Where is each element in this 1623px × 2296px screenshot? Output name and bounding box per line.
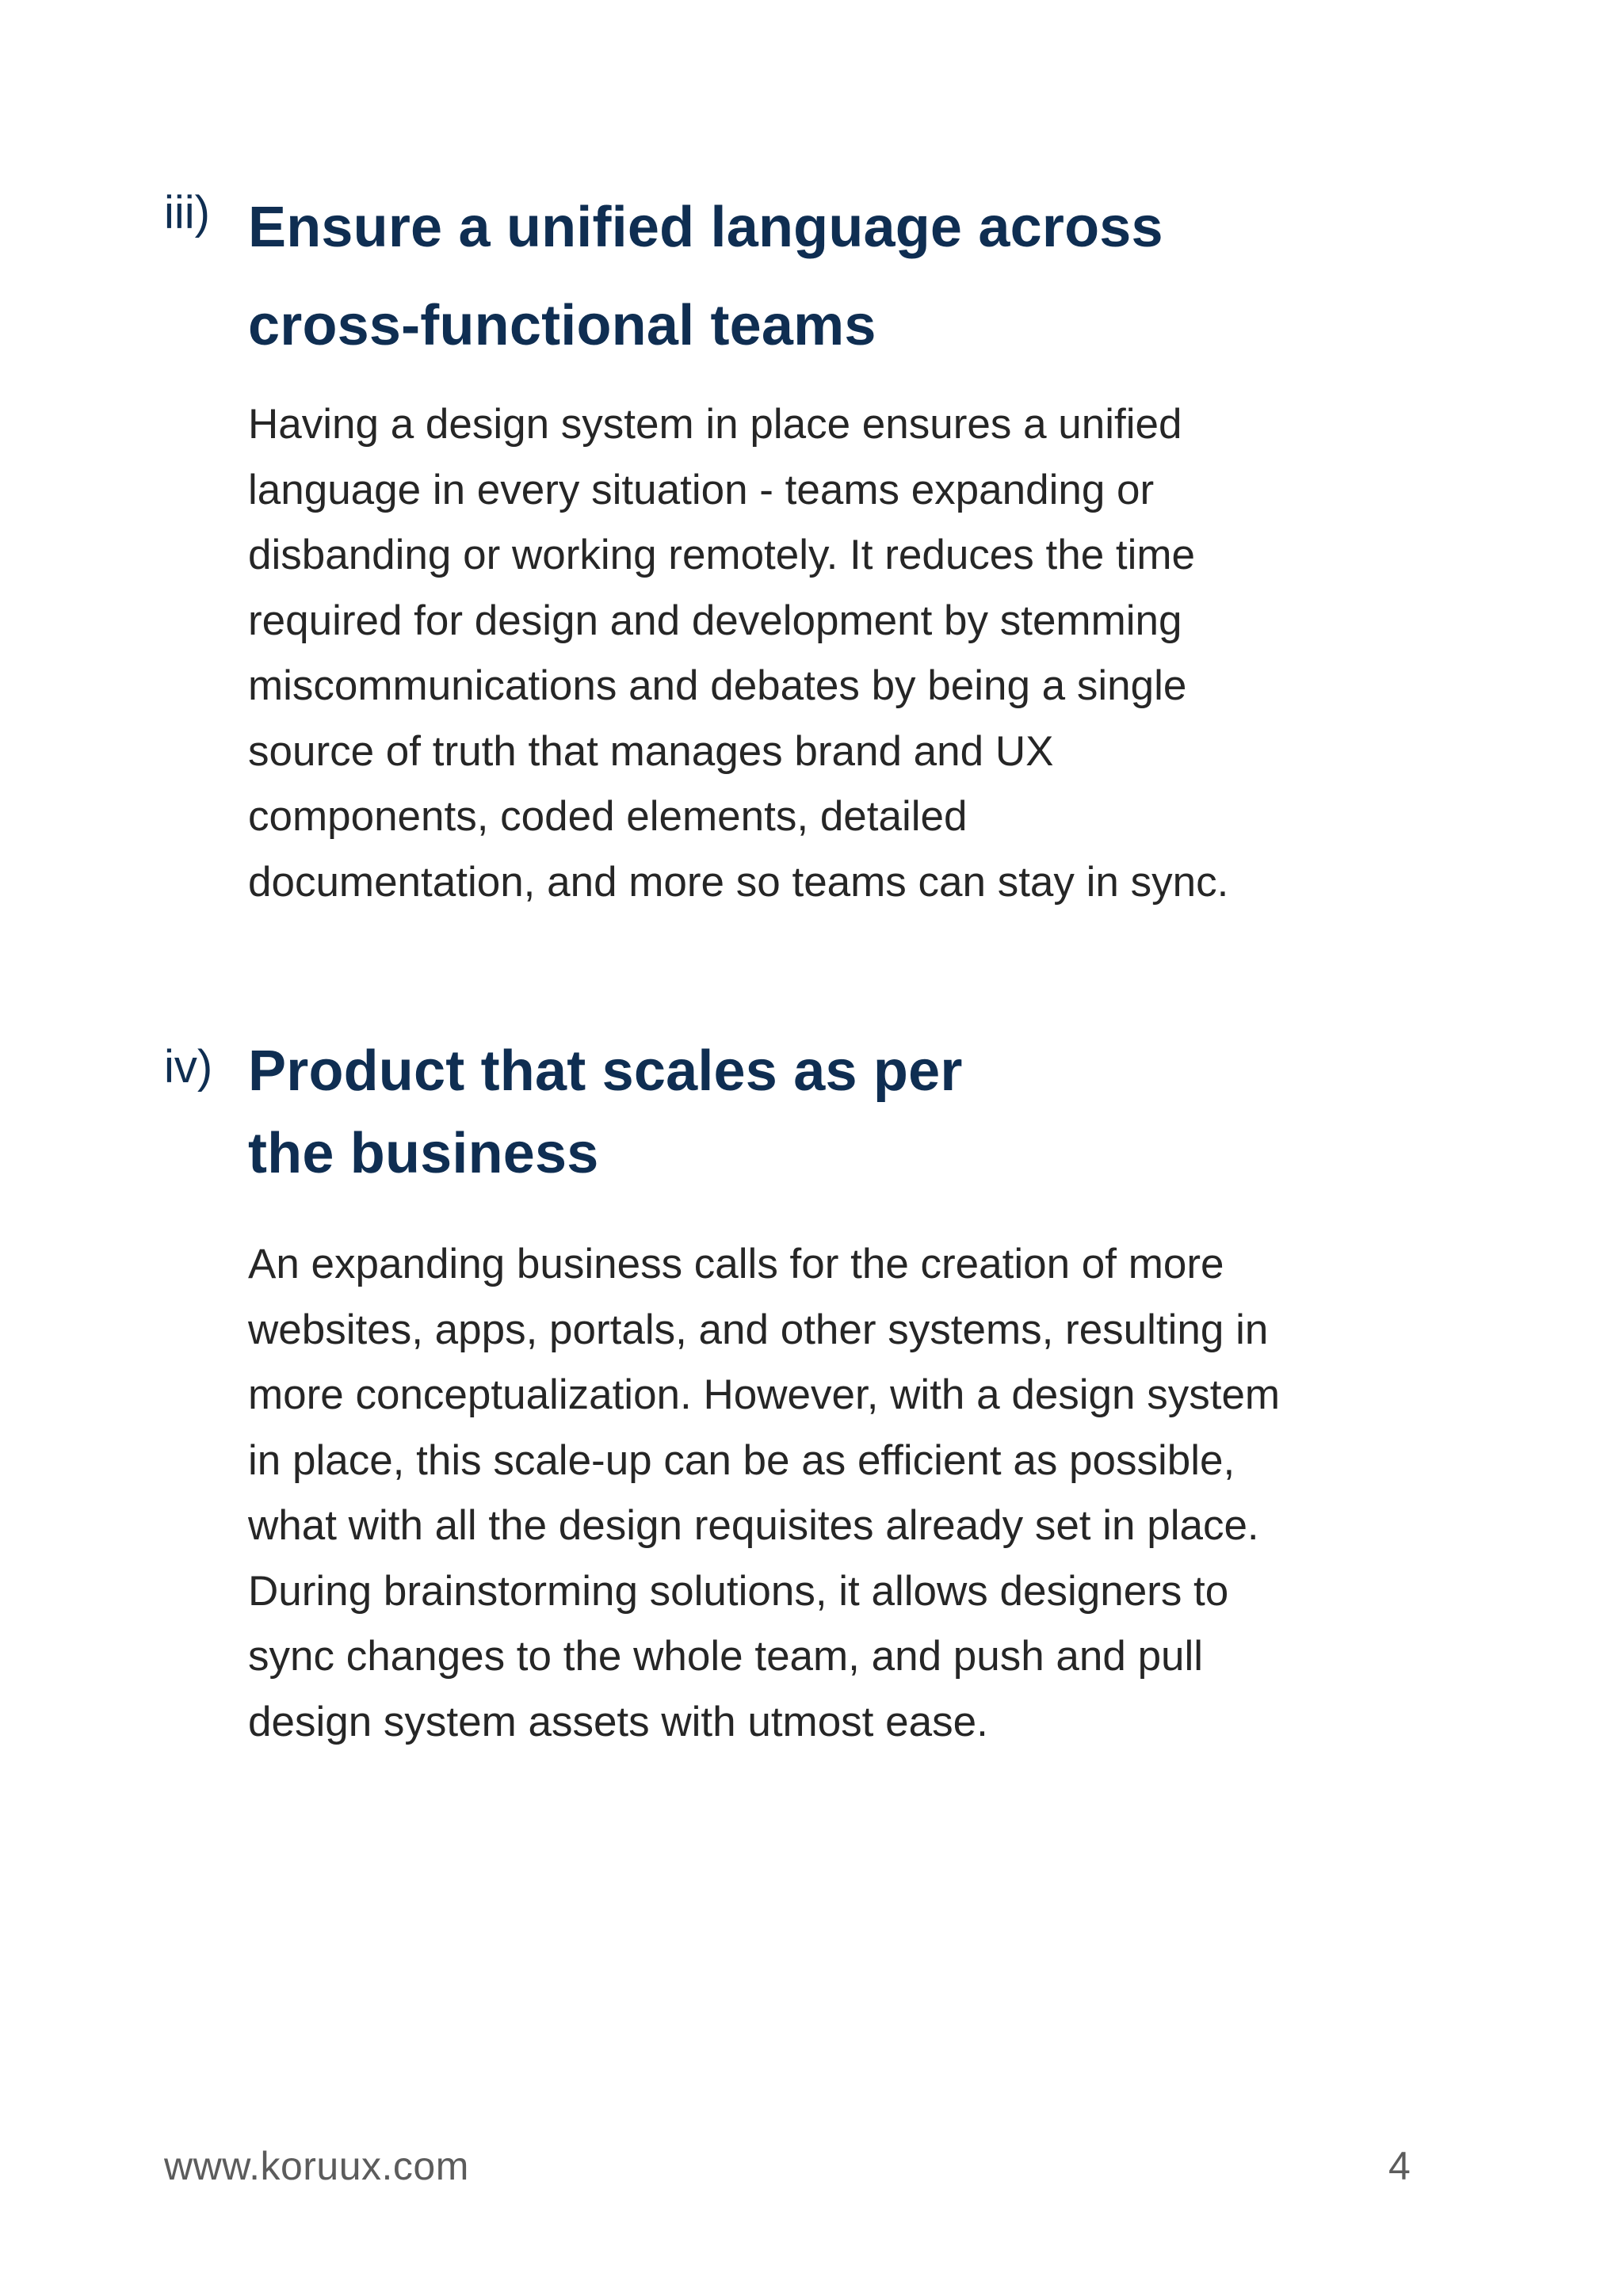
page-number: 4 — [1388, 2144, 1411, 2188]
body-line: Having a design system in place ensures a unified — [248, 401, 1182, 448]
section-numeral: iii) — [164, 187, 210, 238]
body-line: design system assets with utmost ease. — [248, 1698, 988, 1745]
body-line: language in every situation - teams expanding or — [248, 466, 1155, 513]
body-line: components, coded elements, detailed — [248, 793, 968, 840]
footer-website-url[interactable]: www.koruux.com — [164, 2144, 469, 2188]
body-line: disbanding or working remotely. It reduces the time — [248, 532, 1196, 578]
body-line: sync changes to the whole team, and push and pull — [248, 1633, 1204, 1680]
heading-line: Product that scales as per — [248, 1039, 963, 1103]
body-line: more conceptualization. However, with a design system — [248, 1371, 1281, 1418]
body-line: websites, apps, portals, and other systems, resulting in — [248, 1306, 1269, 1353]
body-line: required for design and development by stemming — [248, 597, 1182, 644]
heading-line: Ensure a unified language across — [248, 196, 1163, 259]
heading-line: the business — [248, 1122, 599, 1185]
heading-line: cross-functional teams — [248, 294, 876, 357]
body-line: source of truth that manages brand and UX — [248, 727, 1054, 775]
body-line: An expanding business calls for the creation of more — [248, 1241, 1224, 1287]
section-numeral: iv) — [164, 1041, 213, 1093]
section-heading — [248, 1030, 1437, 1195]
section-body — [248, 1232, 1484, 1755]
body-line: documentation, and more so teams can stay in sync. — [248, 858, 1229, 906]
section-body — [248, 392, 1484, 915]
body-line: what with all the design requisites already set in place. — [248, 1502, 1259, 1549]
body-line: miscommunications and debates by being a single — [248, 662, 1187, 709]
body-line: in place, this scale-up can be as efficient as possible, — [248, 1436, 1235, 1484]
section-heading — [248, 178, 1437, 375]
body-line: During brainstorming solutions, it allows designers to — [248, 1567, 1229, 1615]
